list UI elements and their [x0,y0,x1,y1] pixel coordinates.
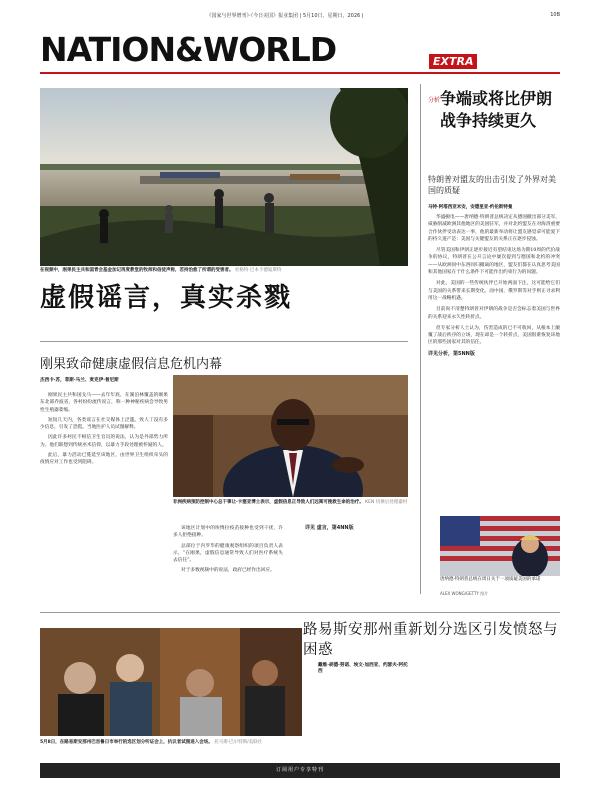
side-jump-link[interactable]: 详见分析，第5NN版 [428,350,475,357]
bottom-rule [40,612,560,613]
footer-bar: 订阅用户专享特刊 [40,763,560,778]
side-photo-credit: ALEX WONG/GETTY 图片 [440,591,489,596]
mid-photo [173,375,408,497]
column-divider [420,84,421,594]
story2-paragraph: 因此许多村民不相信卫生官员的说法，认为是外部势力所为。他们联想到传统巫术信仰，以暴力手段处理被怀疑的人。 [40,435,168,448]
lead-rule [40,341,408,342]
side-paragraph: 对此，美国的一些传统伙伴已开始两面下注，这可能给它们与美国的关系带来长期变化。而中国，俄罗斯等对手则正寻求利用这一战略机遇。 [428,281,560,301]
lead-headline[interactable]: 虚假谣言，真实杀戮 [40,283,293,313]
dateline-text: 《国家与世界增刊》·《今日美国》报业集团 | 5月10日，星期日，2026 | [206,13,364,19]
side-body [428,214,560,358]
masthead [40,30,560,70]
story2-byline: 杰西卡·苏，菲斯·马兰、麦克伊·普尼斯 [40,378,119,383]
main-caption-text: 在视频中，刚果民主共和国青会基金加记再度教堂的牧师和信徒声称，若持治愈了所谓的受害者。 [40,268,234,273]
side-headline[interactable]: 争端或将比伊朗战争持续更久 [440,89,553,130]
side-paragraph: 目前尚不清楚特朗普对伊朗的战争是否会标志着美国与世界的关系迎来永久性转折点。 [428,307,560,320]
story2-paragraph: 刚果民主共和国戈马——去年年底，在湖泊林覆盖的刚果东北部乔波省，各村纷纷流传说言，称一种神秘疾病会导致男性生殖器萎缩。 [40,393,168,413]
story2-headline[interactable]: 刚果致命健康虚假信息危机内幕 [40,357,223,372]
masthead-title: NATION&WORLD [40,30,337,69]
side-kicker: 分析 [428,97,441,104]
mid-photo-caption [173,500,408,506]
main-photo [40,88,408,266]
story2-col3 [305,525,408,532]
story2-col1 [40,392,168,470]
masthead-extra-badge: EXTRA [429,54,477,69]
bottom-photo [40,628,302,736]
masthead-rule [40,72,560,74]
story2-paragraph: 此后，暴力活动已蔓延至该地区，由世界卫生组织牵头的疫情应对工作也受到阻碍。 [40,453,168,466]
main-photo-caption [40,268,408,274]
side-paragraph: 尽管美国和伊朗正逐步接近有望结束这场为期10周的代价战争的协议，特朗普在公开言论中屡次提到与德国和北约的冲突——从欧洲同中东西同归撤离的地区，盟友们都在认真思考美国和其他国家在于什么条件下可能作出约束行为的问题。 [428,248,560,276]
bottom-caption-text: 5月8日，在路易斯安那州巴吞鲁日市举行的选区划分听证会上，抗议者试图进入会场。 [40,740,213,745]
side-deck: 特朗普对盟友的出击引发了外界对美国的质疑 [428,175,556,195]
story2-paragraph: 总部位于内罗毕的健康观察组织的项目负责人表示，“在刚果，虚假信息通常导致人们对医疗系统失去信任”。 [173,543,283,564]
story2-paragraph: 短短几天内，各类谣言在社交媒体上泛滥。致人丁没有多少信息，引发了恐慌。当地医护人员试图解释。 [40,417,168,431]
side-byline: 马特·阿塔西亚米安，安德里亚·约伦斯特曼 [428,205,513,210]
main-caption-credit: 杜格特·巴本卡德迪斯特 [234,268,282,273]
side-photo-caption: 唐纳德·特朗普总统在周日关于一项质疑美国的承诺 [440,577,541,582]
mid-caption-credit: KEN 切换后处理器材 [365,500,408,505]
story2-paragraph: 对于多数视频中的说法，政府已经作出回应。 [181,568,275,574]
page-number: 10B [550,12,560,18]
bottom-caption-credit: 托马斯·巴尔特斯/美联社 [214,740,263,745]
story2-paragraph: 该地区计划中的埃博拉疫苗接种也受到干扰，许多人拒绝接种。 [173,526,283,539]
side-photo [440,516,560,576]
bottom-headline[interactable]: 路易斯安那州重新划分选区引发愤怒与困惑 [303,622,558,658]
bottom-byline: 戴维·胡德·努诺、埃文·加西亚、约瑟夫·阿托西 [318,663,408,674]
side-paragraph: 华盛顿电——唐纳德·特朗普总统决定从德国撤出部分美军，威胁削减欧洲其他地区的美国驻军，并对北约盟友在对海湾重要合作伙伴受动表达一事，他的最新举动将让盟友感觉拿可能爱下的持久遗产是：美国与关键盟友的关系正在逐步侵蚀。 [428,215,560,242]
bottom-photo-caption [40,740,302,746]
story2-jump-link[interactable]: 详见 虚言，第4NN版 [305,525,354,531]
top-dateline [40,12,560,19]
side-paragraph: 但专家分析人士认为，伤害造成的已不可收回，从根本上颠覆了战后秩序的立场，现在却是一个转折点，美国很难恢复该地区的那些国家对其的信任。 [428,325,560,346]
story2-col2 [173,525,283,578]
mid-caption-text: 非洲疾病预防控制中心总干事让·卡塞亚博士表示，虚假信息正导致人们远离可挽救生命的治疗。 [173,500,364,505]
